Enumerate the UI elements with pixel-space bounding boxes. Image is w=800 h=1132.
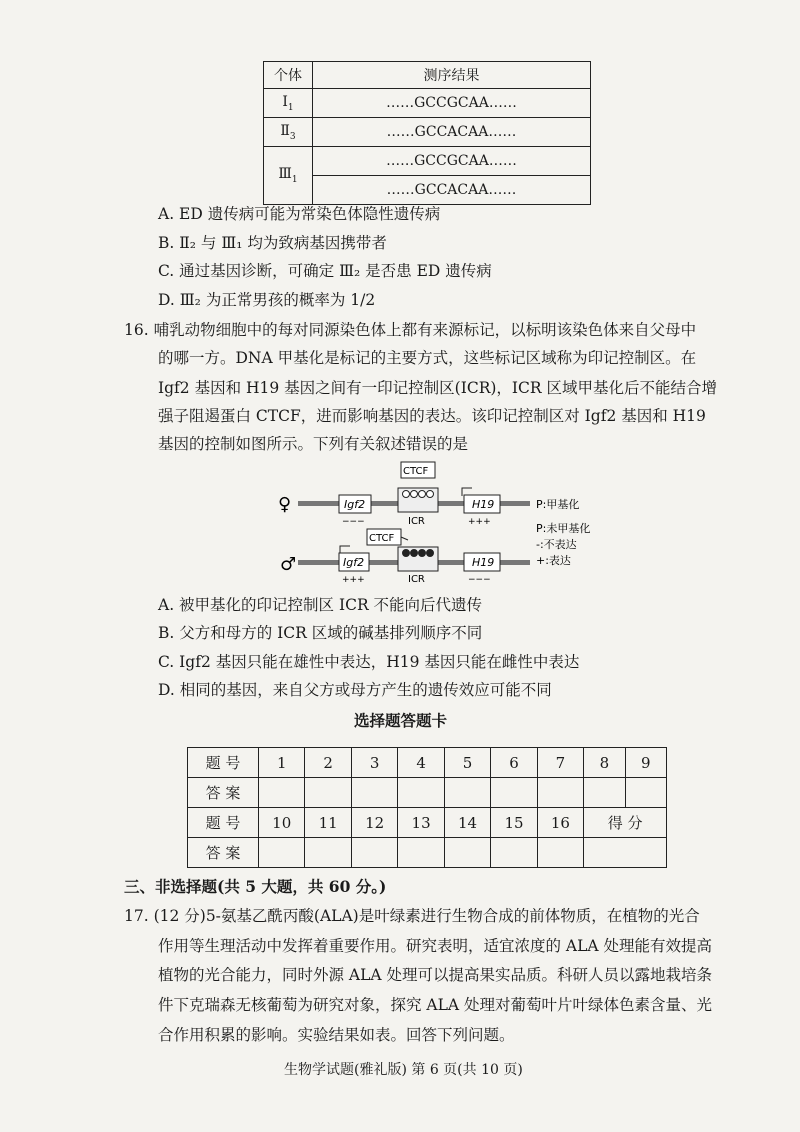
answer-cell[interactable] [444,838,490,868]
imprinting-diagram [270,460,610,588]
question-number: 5 [444,748,490,778]
q16-option-b: B. 父方和母方的 ICR 区域的碱基排列顺序不同 [158,624,483,642]
sequence-value: ……GCCGCAA…… [313,89,591,118]
male-igf2-label: Igf2 [343,556,365,569]
female-unmethylated-site [419,491,426,498]
table-row [264,118,591,147]
section-3-heading: 三、非选择题(共 5 大题，共 60 分。) [124,877,387,896]
q17-line-5: 合作用积累的影响。实验结果如表。回答下列问题。 [158,1026,515,1044]
female-unmethylated-site [411,491,418,498]
table-row [264,147,591,176]
answer-cell[interactable] [351,778,397,808]
question-number: 13 [398,808,444,838]
q16-line-3: Igf2 基因和 H19 基因之间有一印记控制区(ICR)，ICR 区域甲基化后不能结合增 [158,379,717,397]
female-igf2-label: Igf2 [344,498,366,511]
individual-id: $Ⅱ_3$ [264,118,313,147]
q15-option-b: B. Ⅱ₂ 与 Ⅲ₁ 均为致病基因携带者 [158,234,387,252]
female-unmethylated-site [403,491,410,498]
individual-id: $Ⅲ_1$ [264,147,313,205]
answer-cell[interactable] [537,778,583,808]
question-number: 7 [537,748,583,778]
sequence-value: ……GCCACAA…… [313,176,591,205]
answer-label: 答 案 [188,778,259,808]
male-methylated-site [419,550,426,557]
question-number: 12 [351,808,397,838]
answer-cell[interactable] [259,778,305,808]
q16-line-2: 的哪一方。DNA 甲基化是标记的主要方式，这些标记区域称为印记控制区。在 [158,349,697,367]
male-icr-label: ICR [408,574,425,585]
answer-cell[interactable] [305,778,351,808]
q17-line-4: 件下克瑞森无核葡萄为研究对象，探究 ALA 处理对葡萄叶片叶绿体色素含量、光 [158,996,713,1014]
answer-cell[interactable] [259,838,305,868]
question-number: 1 [259,748,305,778]
answer-cell[interactable] [305,838,351,868]
male-methylated-site [411,550,418,557]
header-sequencing-result: 测序结果 [313,62,591,89]
legend-unmethylated: P:未甲基化 [536,522,591,535]
sequence-value: ……GCCGCAA…… [313,147,591,176]
table-row [188,838,667,868]
table-row [188,748,667,778]
female-ctcf-label: CTCF [403,466,429,477]
answer-cell[interactable] [537,838,583,868]
q16-option-a: A. 被甲基化的印记控制区 ICR 不能向后代遗传 [158,596,483,614]
q15-option-a: A. ED 遗传病可能为常染色体隐性遗传病 [158,205,441,223]
male-h19-label: H19 [472,556,495,569]
question-number: 6 [491,748,537,778]
male-h19-status: −−− [468,575,491,585]
score-cell[interactable] [584,838,667,868]
answer-card-title: 选择题答题卡 [354,711,448,730]
question-number: 14 [444,808,490,838]
question-number: 8 [584,748,625,778]
male-igf2-status: +++ [342,575,365,585]
answer-cell[interactable] [398,838,444,868]
question-number: 15 [491,808,537,838]
legend-not-expressed: -:不表达 [536,538,577,551]
female-igf2-status: −−− [342,517,365,527]
q16-line-4: 强子阻遏蛋白 CTCF，进而影响基因的表达。该印记控制区对 Igf2 基因和 H19 [158,407,706,425]
answer-label: 答 案 [188,838,259,868]
table-row [188,778,667,808]
question-number-label: 题 号 [188,808,259,838]
table-row [264,176,591,205]
answer-card-table [187,747,667,868]
individual-id: $Ⅰ_1$ [264,89,313,118]
answer-cell[interactable] [584,778,625,808]
sequence-value: ……GCCACAA…… [313,118,591,147]
male-ctcf-blocked-arrow [401,537,408,540]
question-number: 16 [537,808,583,838]
q15-option-c: C. 通过基因诊断，可确定 Ⅲ₂ 是否患 ED 遗传病 [158,262,492,280]
q15-option-d: D. Ⅲ₂ 为正常男孩的概率为 1/2 [158,291,376,309]
male-ctcf-label: CTCF [369,533,395,544]
answer-cell[interactable] [444,778,490,808]
question-number: 3 [351,748,397,778]
page-footer: 生物学试题(雅礼版) 第 6 页(共 10 页) [284,1062,523,1078]
q17-line-3: 植物的光合能力，同时外源 ALA 处理可以提高果实品质。科研人员以露地栽培条 [158,966,713,984]
question-number-label: 题 号 [188,748,259,778]
question-number: 2 [305,748,351,778]
female-symbol: ♀ [278,494,292,515]
answer-cell[interactable] [625,778,666,808]
header-individual: 个体 [264,62,313,89]
male-methylated-site [427,550,434,557]
question-number: 11 [305,808,351,838]
question-number: 4 [398,748,444,778]
q16-line-5: 基因的控制如图所示。下列有关叙述错误的是 [158,435,469,453]
score-label: 得 分 [584,808,667,838]
q16-line-1: 16. 哺乳动物细胞中的每对同源染色体上都有来源标记，以标明该染色体来自父母中 [124,321,697,339]
male-symbol: ♂ [280,554,297,575]
female-icr-label: ICR [408,516,425,527]
female-h19-label: H19 [472,498,495,511]
answer-cell[interactable] [351,838,397,868]
male-methylated-site [403,550,410,557]
female-unmethylated-site [427,491,434,498]
q16-option-c: C. Igf2 基因只能在雄性中表达，H19 基因只能在雌性中表达 [158,653,580,671]
sequencing-result-table [263,61,591,205]
table-row [188,808,667,838]
legend-methylated: P:甲基化 [536,498,580,511]
question-number: 9 [625,748,666,778]
answer-cell[interactable] [491,778,537,808]
q16-option-d: D. 相同的基因，来自父方或母方产生的遗传效应可能不同 [158,681,552,699]
table-row [264,89,591,118]
q17-line-2: 作用等生理活动中发挥着重要作用。研究表明，适宜浓度的 ALA 处理能有效提高 [158,937,713,955]
question-number: 10 [259,808,305,838]
answer-cell[interactable] [491,838,537,868]
legend-expressed: +:表达 [536,554,571,567]
q17-line-1: 17. (12 分)5-氨基乙酰丙酸(ALA)是叶绿素进行生物合成的前体物质，在植物的光合 [124,907,700,925]
answer-cell[interactable] [398,778,444,808]
female-h19-status: +++ [468,517,491,527]
